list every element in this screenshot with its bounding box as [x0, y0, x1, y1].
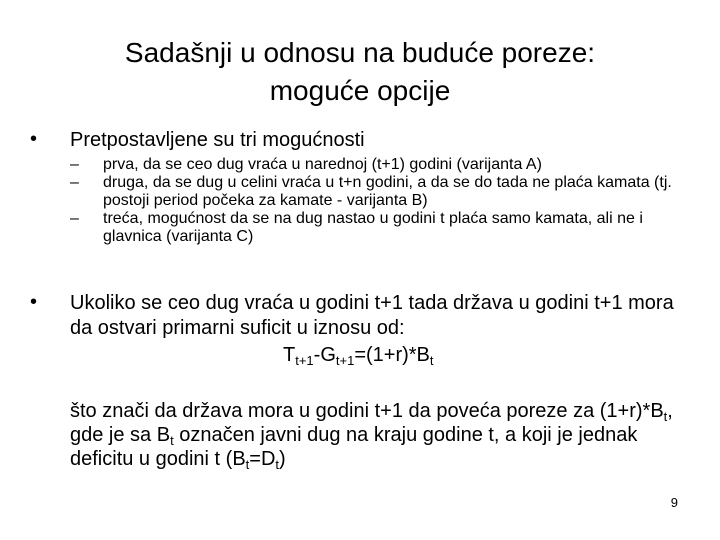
explanation-text-3: označen javni dug na kraju godine t, a koji je jednak deficitu u godini t (B: [70, 424, 638, 470]
explanation-text-2: , gde je sa B: [70, 400, 673, 446]
explanation-text-1: što znači da država mora u godini t+1 da poveća poreze za (1+r)*B: [70, 400, 664, 422]
explanation-subscript-3: t: [245, 457, 250, 472]
explanation-text-5: ): [279, 448, 286, 470]
formula-t: T: [283, 344, 296, 366]
explanation-paragraph: [70, 399, 700, 471]
sub-bullet-text: prva, da se ceo dug vraća u narednoj (t+1) godini (varijanta A): [103, 156, 542, 173]
dash-icon: –: [70, 156, 79, 173]
slide-title-line-2: moguće opcije: [269, 75, 451, 106]
bullet-assumptions-text: Pretpostavljene su tri mogućnosti: [70, 129, 365, 151]
dash-icon: –: [70, 210, 79, 227]
bullet-dot-icon: •: [30, 291, 38, 313]
sub-bullet-option-c: [70, 210, 700, 246]
formula-b-subscript: t: [429, 353, 434, 368]
formula-g-subscript: t+1: [335, 353, 355, 368]
bullet-assumptions: [30, 128, 680, 152]
bullet-repayment: [30, 291, 680, 341]
explanation-subscript-1: t: [663, 409, 668, 424]
formula-minus-g: -G: [313, 344, 336, 366]
slide-title: [0, 34, 720, 110]
bullet-dot-icon: •: [30, 128, 38, 150]
dash-icon: –: [70, 174, 79, 191]
formula-t-subscript: t+1: [295, 353, 314, 368]
surplus-formula: [283, 343, 434, 367]
sub-bullet-option-a: [70, 156, 700, 174]
page-number: 9: [670, 495, 678, 510]
sub-bullet-option-b: [70, 174, 700, 210]
slide-title-line-1: Sadašnji u odnosu na buduće poreze:: [124, 37, 596, 68]
explanation-subscript-4: t: [275, 457, 280, 472]
explanation-text-4: =D: [249, 448, 276, 470]
explanation-subscript-2: t: [170, 433, 174, 448]
bullet-repayment-text: Ukoliko se ceo dug vraća u godini t+1 tada država u godini t+1 mora da ostvari primarni suficit u iznosu od:: [70, 292, 674, 339]
sub-bullet-list: [70, 156, 700, 246]
sub-bullet-text: treća, mogućnost da se na dug nastao u godini t plaća samo kamata, ali ne i glavnica (varijanta C): [103, 210, 643, 245]
formula-rhs: =(1+r)*B: [354, 344, 430, 366]
sub-bullet-text: druga, da se dug u celini vraća u t+n godini, a da se do tada ne plaća kamata (tj. postoji period počeka za kamate - varijanta B): [103, 174, 672, 209]
